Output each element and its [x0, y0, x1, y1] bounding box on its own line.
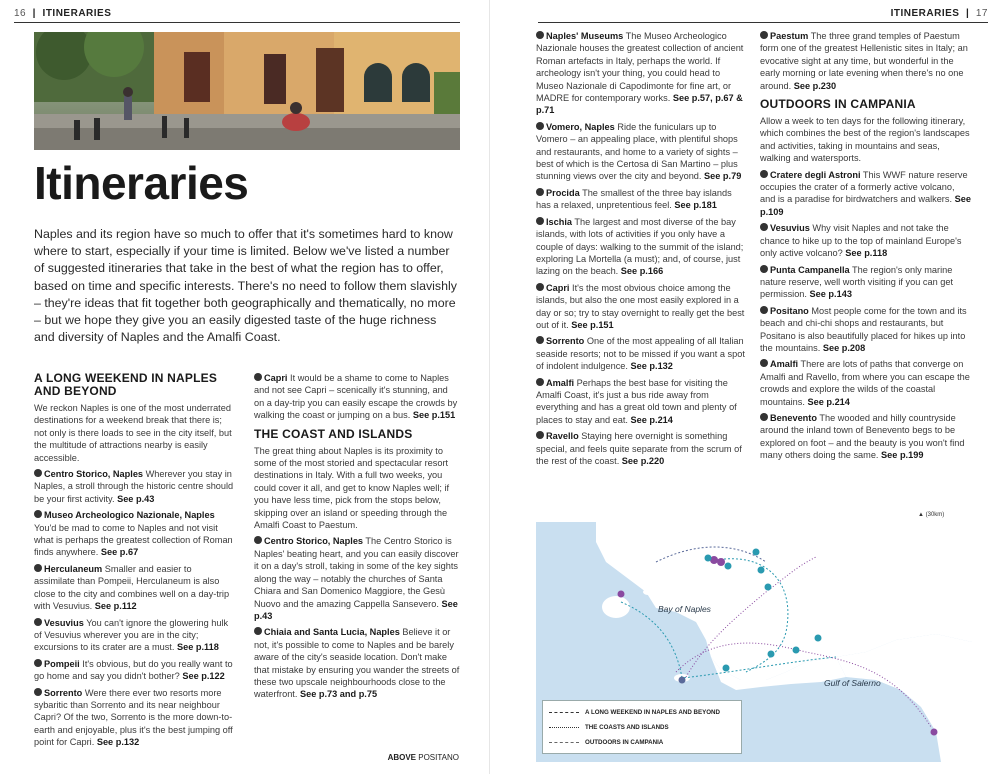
caption-text: POSITANO: [418, 753, 459, 762]
itinerary-item: [760, 305, 972, 355]
page-reference: See p.208: [822, 342, 866, 353]
route-number-icon: [536, 188, 544, 196]
legend-line-icon: [549, 727, 579, 728]
item-name: Naples' Museums: [546, 31, 624, 41]
running-head-rule-left: [14, 22, 460, 23]
item-name: Benevento: [770, 412, 817, 423]
route-number-icon: [254, 627, 262, 635]
page-reference: See p.43: [117, 493, 155, 504]
item-text: Smaller and easier to assimilate than Pompeii, Herculaneum is also close to the city and combines well on a day-trip with Vesuvius.: [34, 563, 230, 612]
route-number-icon: [536, 122, 544, 130]
itinerary-item: [254, 535, 460, 622]
page-reference: See p.122: [182, 671, 225, 682]
itinerary-item: [34, 563, 234, 613]
page-reference: See p.43: [254, 598, 458, 621]
route-number-icon: [34, 469, 42, 477]
itinerary-item: [536, 121, 748, 183]
route-number-icon: [536, 283, 544, 291]
page-reference: See p.151: [571, 319, 614, 330]
item-text: Were there ever two resorts more sybaritic than Sorrento and its near neighbour Capri? Of the two, Sorrento is the more down-to-earth and enjoyable, plus it's the best jumping off point for Capri.: [34, 687, 233, 748]
page-reference: See p.73 and p.75: [299, 689, 378, 700]
running-head-title-right: ITINERARIES: [890, 8, 960, 19]
item-text: Most people come for the town and its beach and chi-chi shops and restaurants, but Positano is also beautifully placed for hikes up into the mountains.: [760, 305, 967, 353]
outdoors-intro: Allow a week to ten days for the following itinerary, which combines the best of the region's landscapes and activities, taking in mountains and seas, walking and watersports.: [760, 116, 970, 164]
route-number-icon: [536, 217, 544, 225]
legend-item: [549, 735, 735, 750]
route-number-icon: [760, 413, 768, 421]
running-head-title-left: ITINERARIES: [42, 8, 112, 19]
page-reference: See p.109: [760, 194, 971, 217]
route-number-icon: [760, 223, 768, 231]
itinerary-item: [760, 222, 972, 259]
itinerary-item: [536, 335, 748, 372]
item-text: Perhaps the best base for visiting the Amalfi Coast, it's just a bus ride away from everything and has a great old town and plenty of places to stay and eat.: [536, 377, 737, 425]
page-reference: See p.118: [845, 248, 888, 259]
item-text: Ride the funiculars up to Vomero – an appealing place, with plentiful shops and restaurants, and home to a variety of sights – best of which is the Certosa di San Martino – plus stunning views over the city and beyond.: [536, 121, 738, 182]
item-text: You can't ignore the glowering hulk of Vesuvius wherever you are in the city; excursions to its crater are a must.: [34, 617, 229, 653]
running-head-left: 16 | ITINERARIES: [14, 8, 112, 19]
item-name: Pompeii: [44, 658, 80, 669]
coast-islands-intro: The great thing about Naples is its proximity to some of the most storied and spectacular resort destinations in Italy. With a full two weeks, you could cover it all, and get to know Naples well; if you have less time, pick from the stops below, skipping over an island or speeding through the Amalfi Coast to Paestum.: [254, 445, 450, 531]
page-reference: See p.199: [881, 450, 924, 461]
page-reference: See p.67: [100, 547, 139, 558]
route-number-icon: [536, 336, 544, 344]
item-text: The three grand temples of Paestum form one of the greatest Hellenistic sites in Italy; an evocative sight at any time, but wonderful in the early morning or late evening when there's no one around.: [760, 31, 968, 91]
item-name: Vesuvius: [770, 223, 810, 234]
item-name: Paestum: [770, 31, 809, 41]
item-text: You'd be mad to come to Naples and not visit what is perhaps the greatest collection of Roman finds anywhere.: [34, 522, 233, 558]
page-reference: See p.132: [96, 737, 140, 748]
itinerary-map: [536, 522, 972, 762]
legend-line-icon: [549, 742, 579, 743]
page-reference: See p.132: [630, 361, 673, 372]
item-text: Wherever you stay in Naples, a stroll through the historic centre should be your first activity.: [34, 469, 234, 504]
route-number-icon: [254, 373, 262, 381]
item-name: Cratere degli Astroni: [770, 169, 861, 180]
page-number-right: 17: [975, 8, 988, 19]
route-number-icon: [254, 536, 262, 544]
item-text: Why visit Naples and not take the chance to hike up to the top of mainland Europe's only active volcano?: [760, 223, 962, 259]
section-heading-long-weekend: A LONG WEEKEND IN NAPLES AND BEYOND: [34, 371, 218, 398]
item-name: Chiaia and Santa Lucia, Naples: [264, 627, 400, 638]
route-number-icon: [536, 378, 544, 386]
itinerary-item: [536, 282, 748, 332]
route-number-icon: [536, 31, 544, 39]
item-name: Sorrento: [546, 336, 585, 347]
item-text: One of the most appealing of all Italian seaside resorts; not to be missed if you want a spot of indolent indulgence.: [536, 336, 745, 372]
itinerary-item: [760, 358, 972, 408]
section-heading-coast-islands: THE COAST AND ISLANDS: [254, 426, 413, 441]
caption-label: ABOVE: [387, 753, 417, 762]
column-left-1: [34, 372, 234, 753]
itinerary-item: [34, 617, 234, 654]
map-scale: [918, 512, 944, 518]
item-name: Punta Campanella: [770, 264, 850, 275]
itinerary-item: [34, 509, 234, 559]
section-heading-outdoors: OUTDOORS IN CAMPANIA: [760, 97, 916, 112]
legend-item: [549, 705, 735, 720]
page-reference: See p.214: [807, 396, 850, 407]
item-text: Believe it or not, it's possible to come to Naples and be barely aware of the city's seaside location. Don't make that mistake by ensuring you wander the streets of these two upscale neighbourhoods close to the waterfront.: [254, 627, 460, 700]
item-text: The wooded and hilly countryside around the inland town of Benevento begs to be explored on foot – and the beauty is you won't find many others doing the same.: [760, 412, 965, 461]
itinerary-item: [536, 430, 748, 467]
running-head-right: ITINERARIES | 17: [890, 8, 988, 19]
long-weekend-intro: We reckon Naples is one of the most underrated destinations for a weekend break that there is; not only is there loads to see in the city itself, but the multitude of attractions nearby is easily accessible.: [34, 403, 232, 463]
page-reference: See p.220: [621, 456, 665, 466]
route-number-icon: [760, 170, 768, 178]
item-name: Procida: [546, 187, 580, 198]
item-name: Amalfi: [770, 359, 799, 370]
item-text: The smallest of the three bay islands has a relaxed, unpretentious feel.: [536, 187, 732, 211]
item-text: The Museo Archeologico Nazionale houses the greatest collection of ancient Roman artefacts in Italy, perhaps the world. If archeology isn't your thing, you could head to Museo Nazionale di Capodimonte for fine art, or MADRE for contemporary works.: [536, 31, 744, 104]
item-text: Staying here overnight is something special, and feels quite separate from the scrum of the rest of the coast.: [536, 431, 742, 466]
item-text: The Centro Storico is Naples' beating heart, and you can easily discover it on a day's stroll, taking in some of the key sights along the way – notably the churches of Santa Chiara and San Domenico Maggiore, the Gesù Nuovo and the amazing Cappella Sansevero.: [254, 536, 459, 609]
running-head-rule-right: [538, 22, 988, 23]
itinerary-item: [536, 377, 748, 427]
item-name: Positano: [770, 305, 809, 316]
item-name: Centro Storico, Naples: [264, 536, 364, 547]
item-text: There are lots of paths that converge on Amalfi and Ravello, from where you can escape the crowds and explore the wilds of the coastal mountains.: [760, 359, 970, 407]
page-reference: See p.214: [630, 414, 673, 425]
itinerary-item: [254, 626, 460, 700]
item-name: Herculaneum: [44, 563, 103, 574]
column-right-2: [760, 30, 972, 466]
page-reference: See p.181: [674, 200, 717, 211]
route-number-icon: [34, 659, 42, 667]
item-name: Museo Archeologico Nazionale, Naples: [44, 510, 215, 521]
route-number-icon: [536, 431, 544, 439]
item-name: Centro Storico, Naples: [44, 469, 144, 480]
right-page: [498, 0, 1000, 774]
gulf-of-salerno-label: Gulf of Salerno: [824, 678, 881, 688]
item-text: It would be a shame to come to Naples and not see Capri – scenically it's stunning, and on a day-trip you can easily escape the crowds by walking the coast or jumping on a bus.: [254, 373, 458, 421]
legend-line-icon: [549, 712, 579, 713]
photo-caption: [388, 753, 459, 762]
route-number-icon: [34, 688, 42, 696]
page-reference: See p.79: [704, 171, 742, 182]
item-text: It's obvious, but do you really want to go home and say you didn't bother?: [34, 658, 233, 682]
bay-of-naples-label: Bay of Naples: [658, 604, 711, 614]
itinerary-item: [760, 30, 972, 92]
route-number-icon: [34, 564, 42, 572]
item-name: Vomero, Naples: [546, 121, 615, 132]
legend-item: [549, 720, 735, 735]
column-left-2: [254, 372, 460, 705]
route-number-icon: [760, 31, 768, 39]
item-name: Ischia: [546, 216, 573, 227]
page-reference: See p.112: [94, 601, 137, 612]
route-number-icon: [760, 359, 768, 367]
route-number-icon: [34, 618, 42, 626]
item-text: The region's only marine nature reserve, well worth visiting if you can get permission.: [760, 264, 954, 300]
itinerary-item: [254, 372, 460, 422]
route-number-icon: [760, 306, 768, 314]
compass-icon: ▲: [918, 512, 924, 518]
page-reference: See p.57, p.67 & p.71: [536, 93, 743, 116]
route-number-icon: [34, 510, 42, 518]
item-name: Amalfi: [546, 377, 575, 388]
page-reference: See p.166: [620, 266, 664, 277]
scale-label: (30km): [925, 512, 945, 518]
itinerary-item: [34, 468, 234, 505]
item-name: Ravello: [546, 431, 579, 442]
map-legend: [542, 700, 742, 754]
positano-photo: [34, 32, 460, 150]
page-title: Itineraries: [34, 157, 249, 209]
page-reference: See p.143: [809, 289, 852, 300]
intro-paragraph: Naples and its region have so much to offer that it's sometimes hard to know where to start, especially if your time is limited. Below we've listed a number of suggested itineraries that take in the best of what the region has to offer, based on time and specific interests. There's no need to follow them slavishly – they're ideas that fit together both geographically and thematically, no more – but we hope they give you an easily digested taste of the huge richness and diversity of Naples and the Amalfi Coast.: [34, 227, 457, 345]
itinerary-item: [760, 412, 972, 462]
item-name: Sorrento: [44, 687, 83, 698]
item-name: Capri: [546, 282, 570, 293]
page-reference: See p.118: [176, 642, 219, 653]
legend-label: OUTDOORS IN CAMPANIA: [585, 739, 664, 746]
page-reference: See p.151: [412, 410, 456, 421]
item-text: This WWF nature reserve occupies the crater of a formerly active volcano, and is a paradise for birdwatchers and walkers.: [760, 169, 968, 205]
legend-label: THE COASTS AND ISLANDS: [585, 724, 669, 731]
item-text: The largest and most diverse of the bay islands, with lots of activities if you only have a couple of days: walking to the summit of the island; exploring La Mortella (a must); and, of course, just lazing on the beach.: [536, 216, 744, 277]
page-number-left: 16: [14, 8, 27, 19]
itinerary-item: [536, 30, 748, 117]
itinerary-item: [536, 187, 748, 212]
itinerary-item: [760, 264, 972, 301]
itinerary-item: [536, 216, 748, 278]
page-reference: See p.230: [793, 80, 837, 91]
item-text: It's the most obvious choice among the islands, but also the one most easily explored in a day or so; try to stay overnight to really get the best out of it.: [536, 282, 745, 330]
left-page: [0, 0, 490, 774]
route-number-icon: [760, 265, 768, 273]
itinerary-item: [34, 658, 234, 683]
itinerary-item: [760, 169, 972, 219]
column-right-1: [536, 30, 748, 471]
legend-label: A LONG WEEKEND IN NAPLES AND BEYOND: [585, 709, 720, 716]
item-name: Vesuvius: [44, 617, 84, 628]
item-name: Capri: [264, 373, 288, 383]
itinerary-item: [34, 687, 234, 749]
